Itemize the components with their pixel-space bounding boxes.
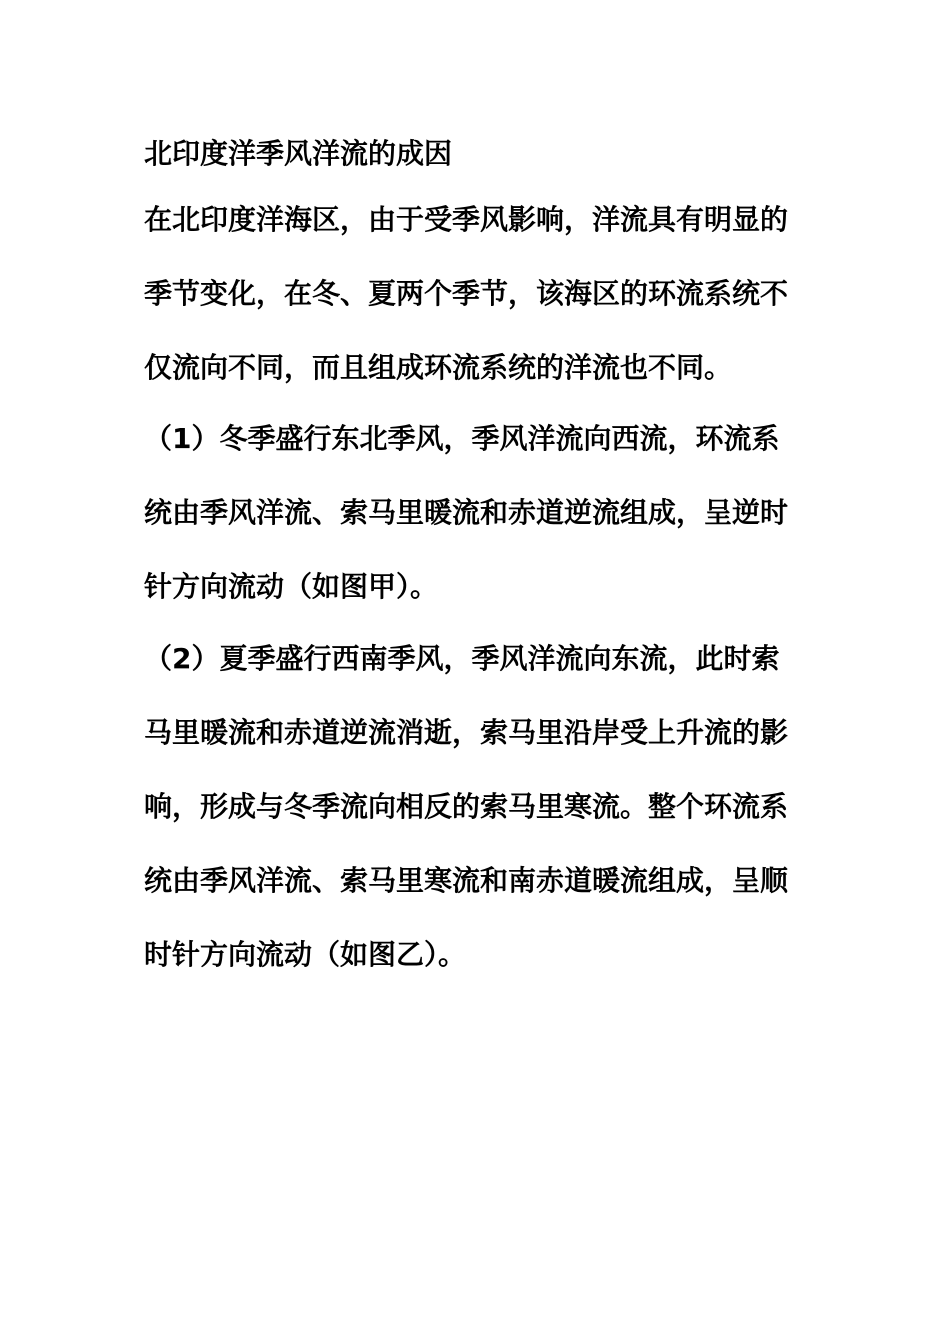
paragraph-line: 时针方向流动（如图乙）。 [144,938,467,971]
paragraph-line: 仅流向不同，而且组成环流系统的洋流也不同。 [144,351,733,384]
paragraph-line: （1）冬季盛行东北季风，季风洋流向西流，环流系 [144,422,780,455]
paragraph-line: 针方向流动（如图甲）。 [144,570,439,603]
paragraph-line: （2）夏季盛行西南季风，季风洋流向东流，此时索 [144,642,780,675]
paragraph-line: 响，形成与冬季流向相反的索马里寒流。整个环流系 [144,790,789,823]
document-title: 北印度洋季风洋流的成因 [144,137,453,170]
paragraph-line: 季节变化，在冬、夏两个季节，该海区的环流系统不 [144,277,789,310]
paragraph-intro [144,183,810,405]
paragraph-line: 马里暖流和赤道逆流消逝，索马里沿岸受上升流的影 [144,716,789,749]
paragraph-line: 统由季风洋流、索马里暖流和赤道逆流组成，呈逆时 [144,496,789,529]
paragraph-summer [144,622,810,992]
paragraph-line: 在北印度洋海区，由于受季风影响，洋流具有明显的 [144,203,789,236]
paragraph-line: 统由季风洋流、索马里寒流和南赤道暖流组成，呈顺 [144,864,789,897]
paragraph-winter [144,402,810,624]
